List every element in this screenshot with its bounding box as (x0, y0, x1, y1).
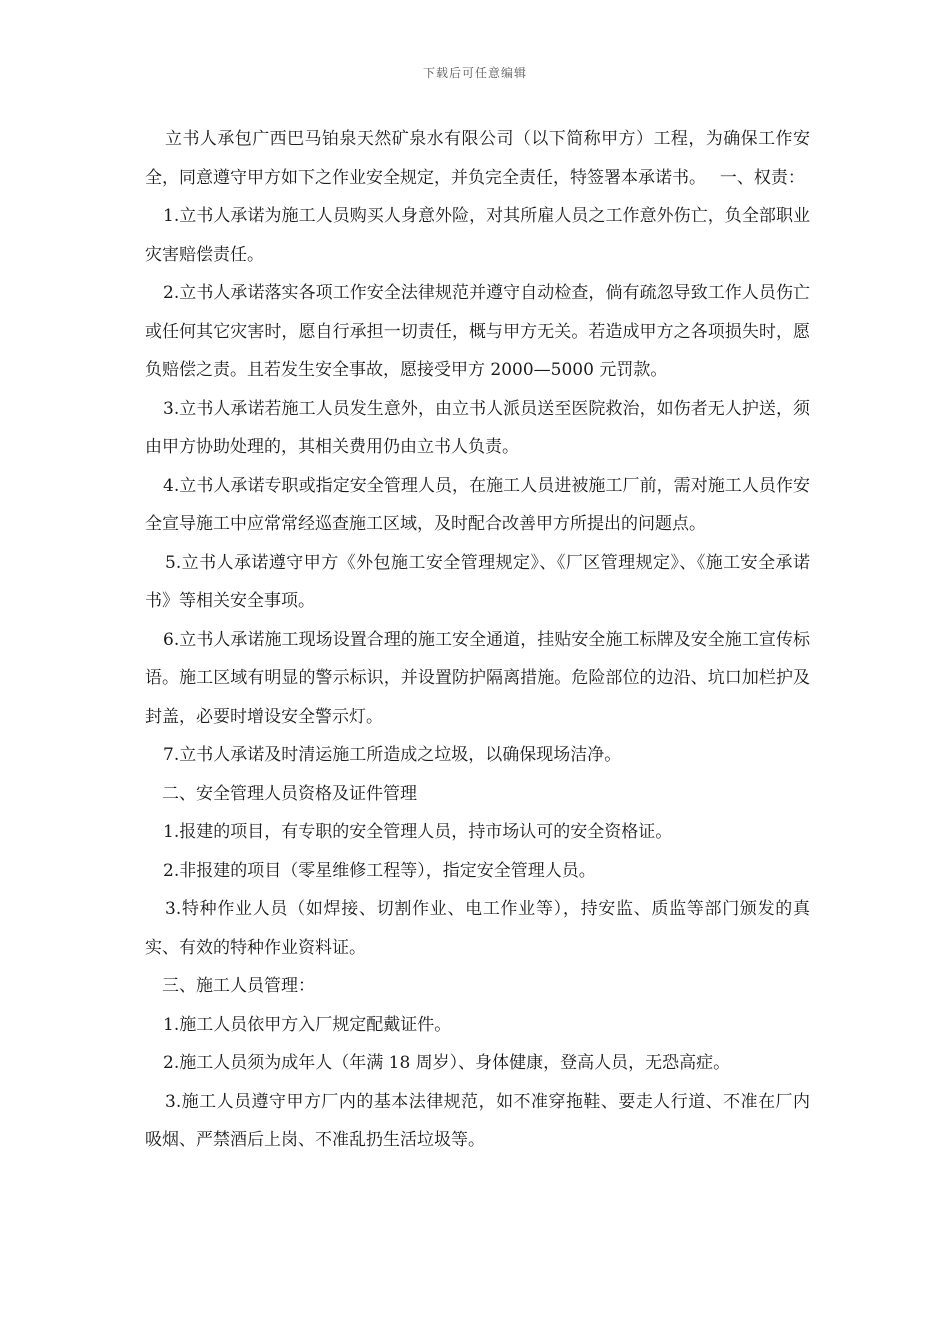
clause-1-5: 5.立书人承诺遵守甲方《外包施工安全管理规定》、《厂区管理规定》、《施工安全承诺书》等相关安全事项。 (145, 552, 810, 611)
clause-1-7: 7.立书人承诺及时清运施工所造成之垃圾，以确保现场洁净。 (163, 745, 622, 765)
section-3-heading: 三、施工人员管理： (162, 976, 315, 996)
clause-1-4: 4.立书人承诺专职或指定安全管理人员，在施工人员进被施工厂前，需对施工人员作安全宣导施工中应常常经巡查施工区域，及时配合改善甲方所提出的问题点。 (145, 475, 810, 534)
clause-1-1: 1.立书人承诺为施工人员购买人身意外险，对其所雇人员之工作意外伤亡，负全部职业灾害赔偿责任。 (145, 206, 810, 265)
clause-3-1: 1.施工人员依甲方入厂规定配戴证件。 (163, 1014, 452, 1035)
clause-2-3: 3.特种作业人员（如焊接、切割作业、电工作业等），持安监、质监等部门颁发的真实、有效的特种作业资料证。 (145, 899, 810, 958)
clause-1-3: 3.立书人承诺若施工人员发生意外，由立书人派员送至医院救治，如伤者无人护送，须由甲方协助处理的，其相关费用仍由立书人负责。 (145, 398, 810, 457)
clause-2-1: 1.报建的项目，有专职的安全管理人员，持市场认可的安全资格证。 (163, 822, 673, 842)
clause-3-2: 2.施工人员须为成年人（年满 18 周岁）、身体健康，登高人员，无恐高症。 (163, 1053, 731, 1073)
document-body (145, 120, 810, 1160)
intro-paragraph: 立书人承包广西巴马铂泉天然矿泉水有限公司（以下简称甲方）工程，为确保工作安全，同意遵守甲方如下之作业安全规定，并负完全责任，特签署本承诺书。 一、权责： (145, 129, 810, 188)
clause-2-2: 2.非报建的项目（零星维修工程等），指定安全管理人员。 (163, 860, 596, 881)
clause-1-6: 6.立书人承诺施工现场设置合理的施工安全通道，挂贴安全施工标牌及安全施工宣传标语。施工区域有明显的警示标识，并设置防护隔离措施。危险部位的边沿、坑口加栏护及封盖，必要时增设安全警示灯。 (145, 629, 810, 727)
section-2-heading: 二、安全管理人员资格及证件管理 (162, 783, 417, 804)
page-header-note: 下载后可任意编辑 (422, 66, 527, 80)
clause-1-2: 2.立书人承诺落实各项工作安全法律规范并遵守自动检查，倘有疏忽导致工作人员伤亡或任何其它灾害时，愿自行承担一切责任，概与甲方无关。若造成甲方之各项损失时，愿负赔偿之责。且若发生安全事故，愿接受甲方 2000—5000 元罚款。 (145, 283, 810, 380)
clause-3-3: 3.施工人员遵守甲方厂内的基本法律规范，如不准穿拖鞋、要走人行道、不准在厂内吸烟、严禁酒后上岗、不准乱扔生活垃圾等。 (145, 1091, 810, 1150)
